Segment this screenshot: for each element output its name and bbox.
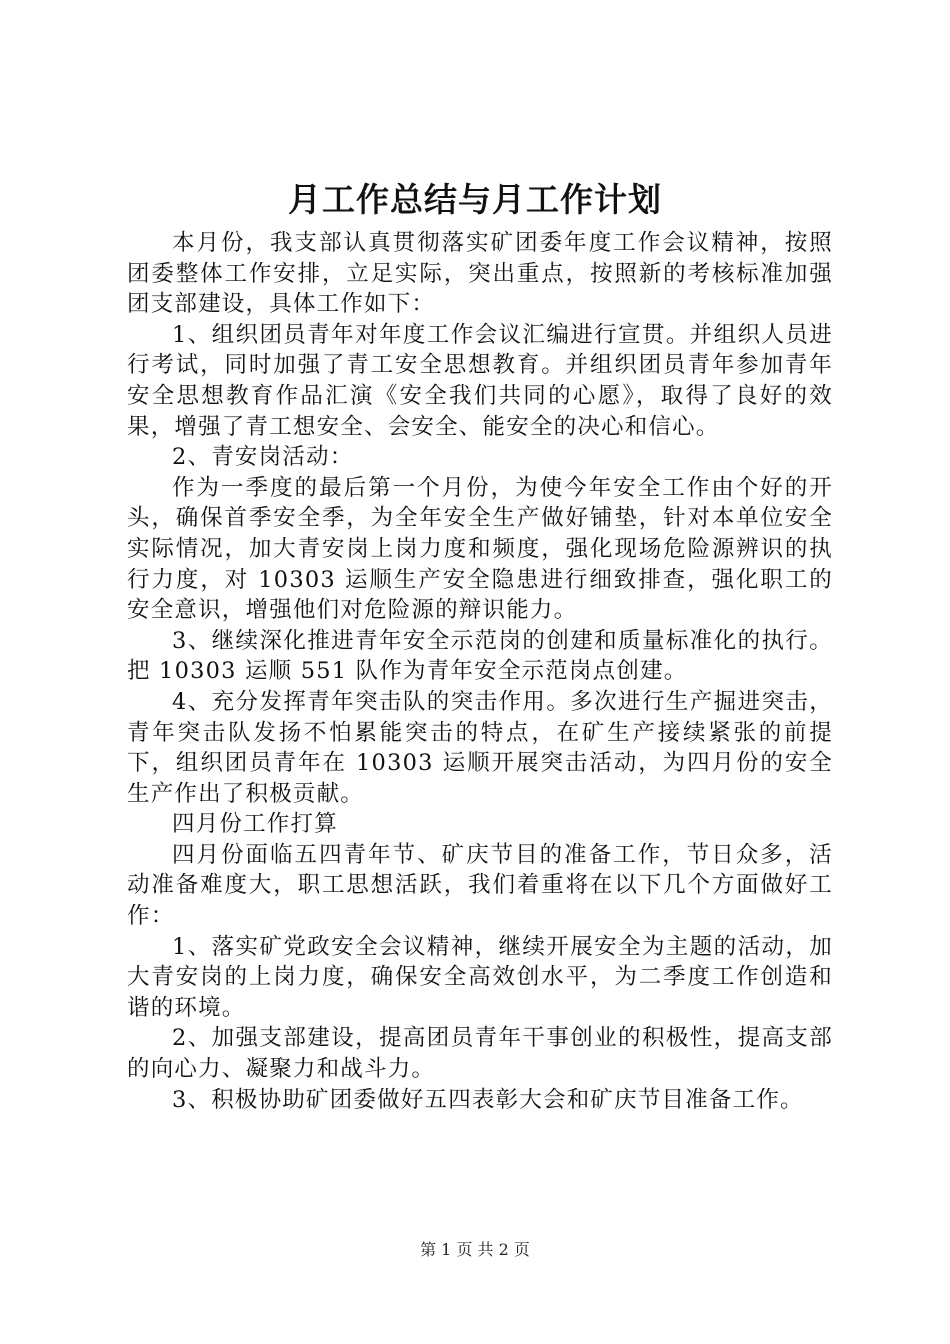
paragraph-plan-3: 3、积极协助矿团委做好五四表彰大会和矿庆节目准备工作。 xyxy=(172,1086,804,1113)
paragraph-item-1: 1、组织团员青年对年度工作会议汇编进行宣贯。并组织人员进行考试，同时加强了青工安全思想教育。并组织团员青年参加青年安全思想教育作品汇演《安全我们共同的心愿》，取得了良好的效果，增强了青工想安全、会安全、能安全的决心和信心。 xyxy=(127,321,833,440)
document-body xyxy=(127,228,833,1115)
paragraph-intro: 本月份，我支部认真贯彻落实矿团委年度工作会议精神，按照团委整体工作安排，立足实际，突出重点，按照新的考核标准加强团支部建设，具体工作如下： xyxy=(127,230,833,318)
paragraph-item-4: 4、充分发挥青年突击队的突击作用。多次进行生产掘进突击，青年突击队发扬不怕累能突击的特点，在矿生产接续紧张的前提下，组织团员青年在 10303 运顺开展突击活动，为四月份的安全生产作出了积极贡献。 xyxy=(127,688,833,807)
paragraph-plan-2: 2、加强支部建设，提高团员青年干事创业的积极性，提高支部的向心力、凝聚力和战斗力。 xyxy=(127,1025,833,1083)
paragraph-item-3: 3、继续深化推进青年安全示范岗的创建和质量标准化的执行。把 10303 运顺 551 队作为青年安全示范岗点创建。 xyxy=(127,627,833,685)
page-number-footer: 第 1 页 共 2 页 xyxy=(420,1240,530,1259)
paragraph-april-intro: 四月份面临五四青年节、矿庆节目的准备工作，节日众多，活动准备难度大，职工思想活跃，我们着重将在以下几个方面做好工作： xyxy=(127,841,833,930)
paragraph-item-2-body: 作为一季度的最后第一个月份，为使今年安全工作由个好的开头，确保首季安全季，为全年安全生产做好铺垫，针对本单位安全实际情况，加大青安岗上岗力度和频度，强化现场危险源辨识的执行力度，对 10303 运顺生产安全隐患进行细致排查，强化职工的安全意识，增强他们对危险源的辩识能力。 xyxy=(127,474,833,624)
paragraph-plan-1: 1、落实矿党政安全会议精神，继续开展安全为主题的活动，加大青安岗的上岗力度，确保安全高效创水平，为二季度工作创造和谐的环境。 xyxy=(127,933,833,1021)
paragraph-item-2-heading: 2、青安岗活动： xyxy=(172,444,354,471)
section-heading-april-plan: 四月份工作打算 xyxy=(172,811,338,838)
document-title: 月工作总结与月工作计划 xyxy=(288,180,662,219)
